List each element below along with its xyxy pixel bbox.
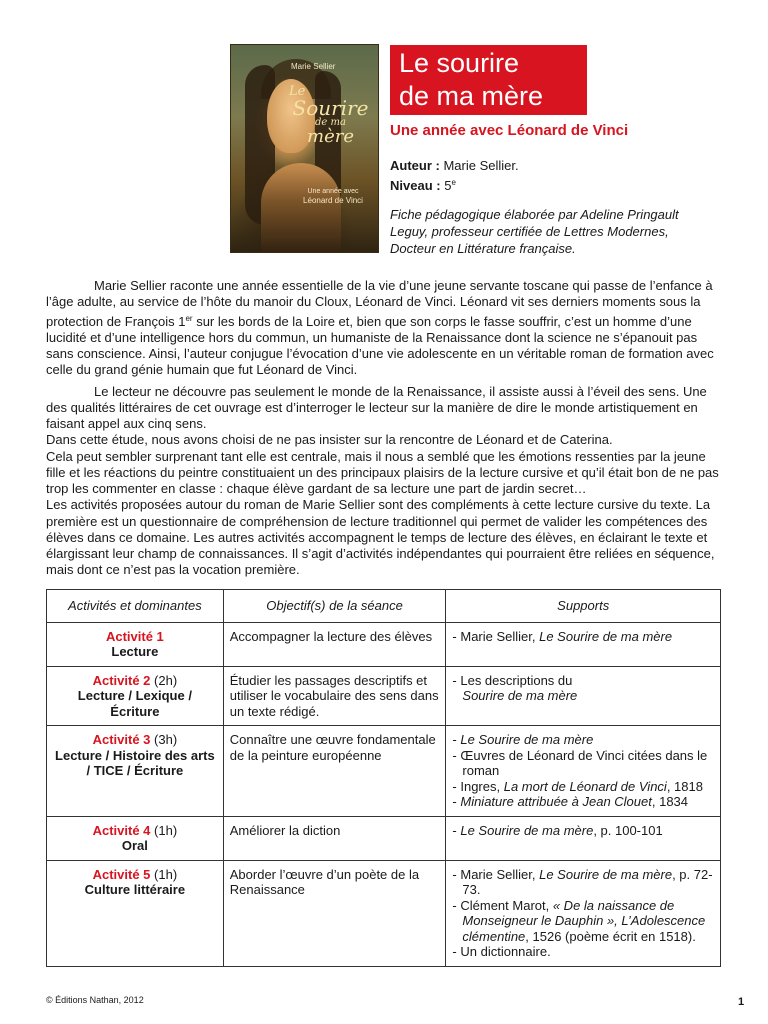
activities-table bbox=[46, 589, 721, 967]
paragraph-1-part-b: sur les bords de la Loire et, bien que son corps le fasse souffrir, c’est un homme d’une lucidité et d’une intelligence hors du commun, un humaniste de la Renaissance dont la science ne s’épanouit pas sans conscience. Ainsi, l’auteur conjugue l’évocation d’une vie adolescente en un véritable roman de formation avec celle du grand génie humain que fut Léonard de Vinci. bbox=[46, 313, 714, 378]
activity-duration: (3h) bbox=[154, 732, 178, 747]
page-title-line2: de ma mère bbox=[399, 81, 544, 111]
support-item: - Un dictionnaire. bbox=[452, 944, 714, 960]
level-line bbox=[390, 174, 519, 194]
table-row bbox=[47, 666, 721, 726]
page-number: 1 bbox=[738, 996, 745, 1008]
paragraph-1-sup: er bbox=[185, 313, 193, 323]
author-value: Marie Sellier. bbox=[443, 158, 519, 173]
objective-cell: Accompagner la lecture des élèves bbox=[223, 622, 446, 666]
support-item: - Marie Sellier, Le Sourire de ma mère, p. 72-73. bbox=[452, 867, 714, 898]
paragraph-4: Cela peut sembler surprenant tant elle est centrale, mais il nous a semblé que les émotions ressenties par la jeune fille et les réactions du peintre constituaient un des principaux plaisirs de la lecture cursive et qu’il était bon de ne pas trop les commenter en classe : chaque élève gardant de sa lecture une part de jardin secret… bbox=[46, 448, 719, 496]
activity-name: Activité 5 bbox=[92, 866, 151, 882]
activity-name: Activité 2 bbox=[92, 672, 151, 688]
level-label: Niveau : bbox=[390, 178, 441, 193]
column-header-objectives: Objectif(s) de la séance bbox=[223, 590, 446, 623]
activity-name: Activité 4 bbox=[92, 822, 151, 838]
credits-line2: Leguy, professeur certifiée de Lettres Modernes, bbox=[390, 224, 669, 239]
objective-cell: Connaître une œuvre fondamentale de la peinture européenne bbox=[223, 726, 446, 817]
cover-title bbox=[283, 85, 378, 146]
activity-domain: Lecture / Histoire des arts / TICE / Écriture bbox=[55, 747, 215, 778]
paragraph-1-part-a: Marie Sellier raconte une année essentielle de la vie d’une jeune servante toscane qui passe de l’enfance à l’âge adulte, au service de l’hôte du manoir du Cloux, Léonard de Vinci. Léonard vit ses derniers moments sous la protection de François 1 bbox=[46, 278, 713, 329]
table-row bbox=[47, 726, 721, 817]
supports-cell bbox=[446, 860, 721, 966]
level-value: 5 bbox=[444, 178, 452, 193]
activity-duration: (1h) bbox=[154, 866, 178, 882]
supports-cell bbox=[446, 816, 721, 860]
cover-subtitle bbox=[289, 187, 377, 206]
level-sup: e bbox=[451, 178, 456, 187]
activity-cell bbox=[47, 816, 224, 860]
table-row bbox=[47, 622, 721, 666]
cover-subtitle-line1: Une année avec bbox=[307, 188, 359, 195]
support-item: - Les descriptions du Sourire de ma mère bbox=[452, 673, 714, 704]
objective-cell: Aborder l’œuvre d’un poète de la Renaissance bbox=[223, 860, 446, 966]
author-label: Auteur : bbox=[390, 158, 440, 173]
objective-cell: Améliorer la diction bbox=[223, 816, 446, 860]
support-item: - Œuvres de Léonard de Vinci citées dans le roman bbox=[452, 748, 714, 779]
column-header-supports: Supports bbox=[446, 590, 721, 623]
copyright: © Éditions Nathan, 2012 bbox=[46, 995, 144, 1005]
paragraph-3: Dans cette étude, nous avons choisi de ne pas insister sur la rencontre de Léonard et de Caterina. bbox=[46, 432, 613, 448]
table-header-row bbox=[47, 590, 721, 623]
supports-cell bbox=[446, 622, 721, 666]
author-line bbox=[390, 157, 519, 174]
activity-cell bbox=[47, 622, 224, 666]
table-row bbox=[47, 816, 721, 860]
cover-title-dema: de ma bbox=[315, 117, 346, 128]
cover-subtitle-line2: Léonard de Vinci bbox=[303, 196, 363, 205]
activity-domain: Lecture bbox=[111, 644, 159, 659]
column-header-activities: Activités et dominantes bbox=[47, 590, 224, 623]
credits bbox=[390, 206, 720, 257]
activity-duration: (1h) bbox=[154, 822, 178, 838]
activity-cell bbox=[47, 726, 224, 817]
support-item: - Marie Sellier, Le Sourire de ma mère bbox=[452, 629, 714, 645]
paragraph-1 bbox=[46, 278, 726, 379]
activity-domain: Culture littéraire bbox=[84, 882, 186, 897]
activity-cell bbox=[47, 860, 224, 966]
page-title-line1: Le sourire bbox=[399, 48, 520, 78]
activity-duration: (2h) bbox=[154, 672, 178, 688]
activity-domain: Lecture / Lexique / Écriture bbox=[77, 688, 192, 719]
table-row bbox=[47, 860, 721, 966]
cover-title-mere: mère bbox=[307, 126, 354, 147]
credits-line1: Fiche pédagogique élaborée par Adeline Pringault bbox=[390, 207, 679, 222]
page-subtitle: Une année avec Léonard de Vinci bbox=[390, 122, 629, 139]
cover-figure-body bbox=[261, 163, 341, 253]
support-item: - Le Sourire de ma mère, p. 100-101 bbox=[452, 823, 714, 839]
cover-title-le: Le bbox=[289, 84, 306, 99]
support-item: - Miniature attribuée à Jean Clouet, 1834 bbox=[452, 794, 714, 810]
supports-cell bbox=[446, 666, 721, 726]
activity-name: Activité 1 bbox=[105, 628, 164, 644]
activity-domain: Oral bbox=[121, 838, 148, 853]
support-item: - Ingres, La mort de Léonard de Vinci, 1818 bbox=[452, 779, 714, 795]
book-meta bbox=[390, 157, 519, 194]
objective-cell: Étudier les passages descriptifs et utiliser le vocabulaire des sens dans un texte rédigé. bbox=[223, 666, 446, 726]
book-cover-image bbox=[230, 44, 379, 253]
activity-cell bbox=[47, 666, 224, 726]
support-item: - Clément Marot, « De la naissance de Monseigneur le Dauphin », L’Adolescence clémentine, 1526 (poème écrit en 1518). bbox=[452, 898, 714, 945]
intro-text bbox=[46, 278, 726, 579]
support-item: - Le Sourire de ma mère bbox=[452, 732, 714, 748]
supports-cell bbox=[446, 726, 721, 817]
cover-author: Marie Sellier bbox=[291, 62, 336, 71]
page-title bbox=[390, 45, 587, 115]
activity-name: Activité 3 bbox=[92, 732, 151, 747]
paragraph-5: Les activités proposées autour du roman de Marie Sellier sont des compléments à cette lecture cursive du texte. La première est un questionnaire de compréhension de lecture traditionnel qui permet de valider les compétences des élèves dans ce domaine. Les autres activités accompagnent le temps de lecture des élèves, en éclairant le texte et élargissant leur champ de connaissances. Il s’agit d’activités indépendantes qui pourraient être reliées en séquence, mais dont ce n’est pas la vocation première. bbox=[46, 497, 715, 578]
cover-title-sourire: Sourire bbox=[292, 96, 369, 120]
credits-line3: Docteur en Littérature française. bbox=[390, 241, 576, 256]
paragraph-2: Le lecteur ne découvre pas seulement le monde de la Renaissance, il assiste aussi à l’éveil des sens. Une des qualités littéraires de cet ouvrage est d’interroger le lecteur sur la manière de dire le monde artistiquement en faisant appel aux cinq sens. bbox=[46, 383, 707, 431]
